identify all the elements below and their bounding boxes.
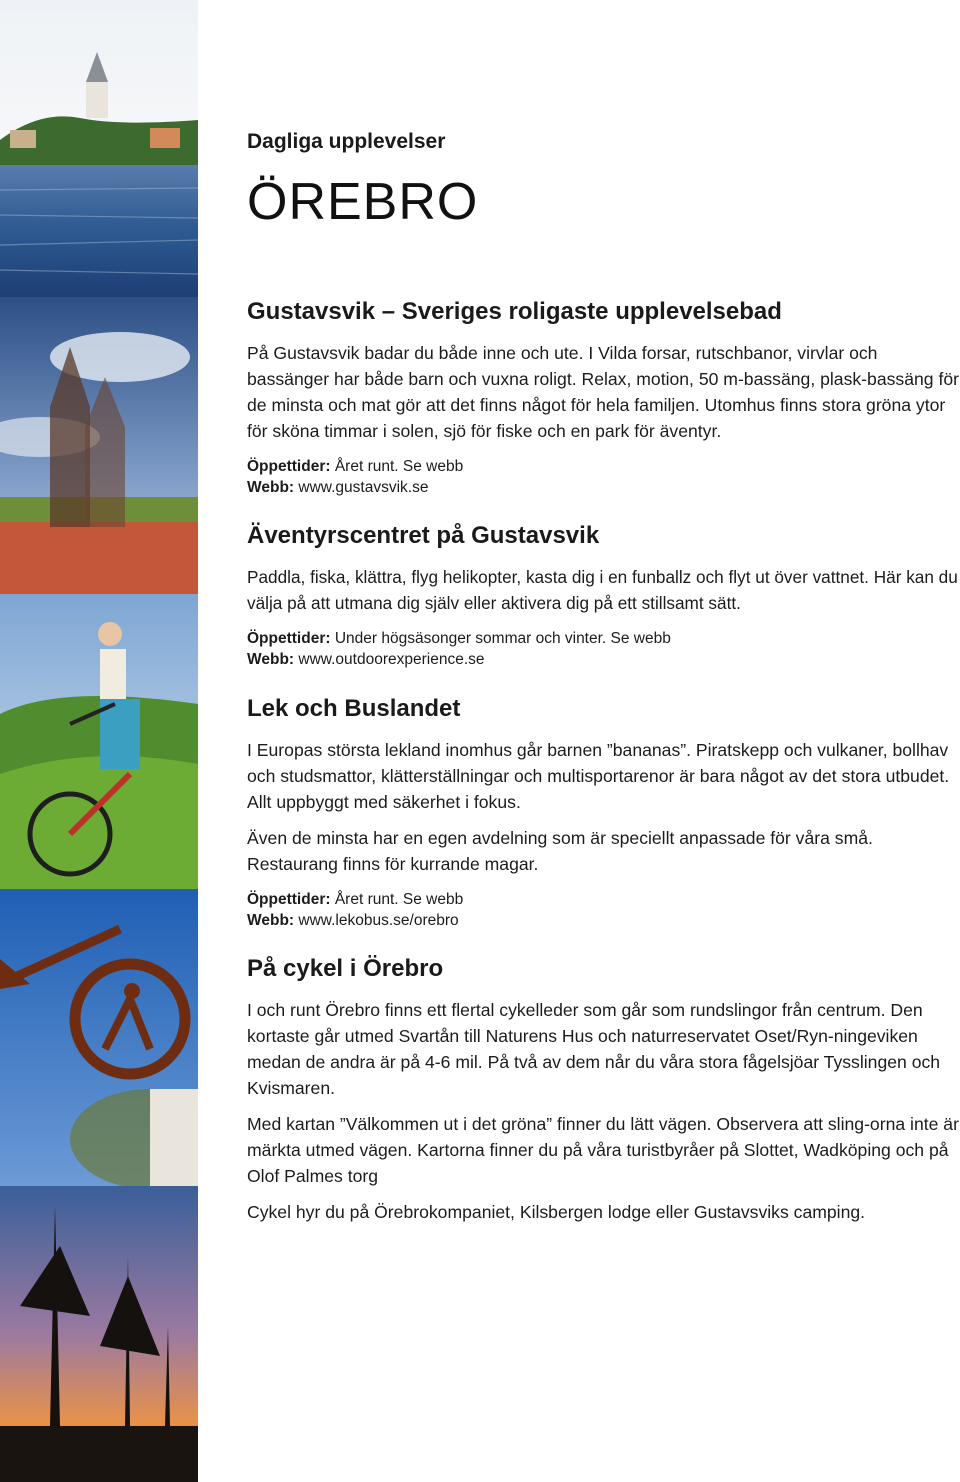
section-title: Äventyrscentret på Gustavsvik bbox=[247, 522, 600, 549]
section-paragraph: Med kartan ”Välkommen ut i det gröna” finner du lätt vägen. Observera att sling-orna inte är märkta utmed vägen. Kartorna finner du på våra turistbyråer på Slottet, Wadköping och på Olof Palmes torg bbox=[247, 1114, 959, 1186]
opening-hours-label: Öppettider: bbox=[247, 891, 331, 908]
website-link[interactable]: www.lekobus.se/orebro bbox=[294, 912, 459, 929]
opening-hours-value: Året runt. Se webb bbox=[330, 458, 464, 475]
section-paragraph: Även de minsta har en egen avdelning som är speciellt anpassade för våra små. Restaurang finns för kurrande magar. bbox=[247, 828, 873, 874]
page-title: ÖREBRO bbox=[247, 173, 479, 231]
website bbox=[247, 477, 959, 498]
opening-hours-value: Under högsäsonger sommar och vinter. Se webb bbox=[330, 630, 671, 647]
photo-sunset-forest bbox=[0, 1186, 198, 1482]
section-pa-cykel bbox=[247, 955, 959, 1235]
website-label: Webb: bbox=[247, 912, 295, 929]
section-aventyrscentret bbox=[247, 522, 959, 670]
photo-cyclist bbox=[0, 594, 198, 889]
section-title: Lek och Buslandet bbox=[247, 695, 461, 722]
page-kicker: Dagliga upplevelser bbox=[247, 130, 446, 153]
section-paragraph: På Gustavsvik badar du både inne och ute. I Vilda forsar, rutschbanor, virvlar och bassänger har både barn och vuxna roligt. Relax, motion, 50 m-bassäng, plask-bassäng för de minsta och mat gör att det finns något för hela familjen. Utomhus finns stora gröna ytor för sköna timmar i solen, sjö för fiske och en park för äventyr. bbox=[247, 343, 959, 441]
photo-sculpture-field bbox=[0, 297, 198, 594]
website-link[interactable]: www.outdoorexperience.se bbox=[294, 651, 485, 668]
section-title: Gustavsvik – Sveriges roligaste upplevelsebad bbox=[247, 298, 782, 325]
opening-hours bbox=[247, 628, 959, 649]
website bbox=[247, 649, 959, 670]
section-lek-och-buslandet bbox=[247, 695, 959, 931]
section-paragraph: Cykel hyr du på Örebrokompaniet, Kilsbergen lodge eller Gustavsviks camping. bbox=[247, 1202, 866, 1222]
website-link[interactable]: www.gustavsvik.se bbox=[294, 479, 429, 496]
photo-lake-church bbox=[0, 0, 198, 297]
opening-hours bbox=[247, 889, 959, 910]
photo-strip bbox=[0, 0, 198, 1482]
section-title: På cykel i Örebro bbox=[247, 955, 444, 982]
opening-hours-label: Öppettider: bbox=[247, 630, 331, 647]
photo-trail-sign bbox=[0, 889, 198, 1186]
opening-hours bbox=[247, 456, 959, 477]
section-paragraph: I och runt Örebro finns ett flertal cykelleder som går som rundslingor från centrum. Den kortaste går utmed Svartån till Naturens Hus och naturreservatet Oset/Ryn-ningeviken medan de andra är på 4-6 mil. På två av dem når du våra stora fågelsjöar Tysslingen och Kvismaren. bbox=[247, 1000, 941, 1098]
section-paragraph: Paddla, fiska, klättra, flyg helikopter, kasta dig i en funballz och flyt ut över vattnet. Här kan du välja på att utmana dig själv eller aktivera dig på ett stillsamt sätt. bbox=[247, 567, 958, 613]
section-gustavsvik bbox=[247, 298, 959, 498]
website-label: Webb: bbox=[247, 479, 295, 496]
website-label: Webb: bbox=[247, 651, 295, 668]
opening-hours-value: Året runt. Se webb bbox=[330, 891, 464, 908]
website bbox=[247, 910, 959, 931]
opening-hours-label: Öppettider: bbox=[247, 458, 331, 475]
section-paragraph: I Europas största lekland inomhus går barnen ”bananas”. Piratskepp och vulkaner, bollhav och studsmattor, klätterställningar och multisportarenor är bara något av det stora utbudet. Allt uppbyggt med säkerhet i fokus. bbox=[247, 740, 950, 812]
